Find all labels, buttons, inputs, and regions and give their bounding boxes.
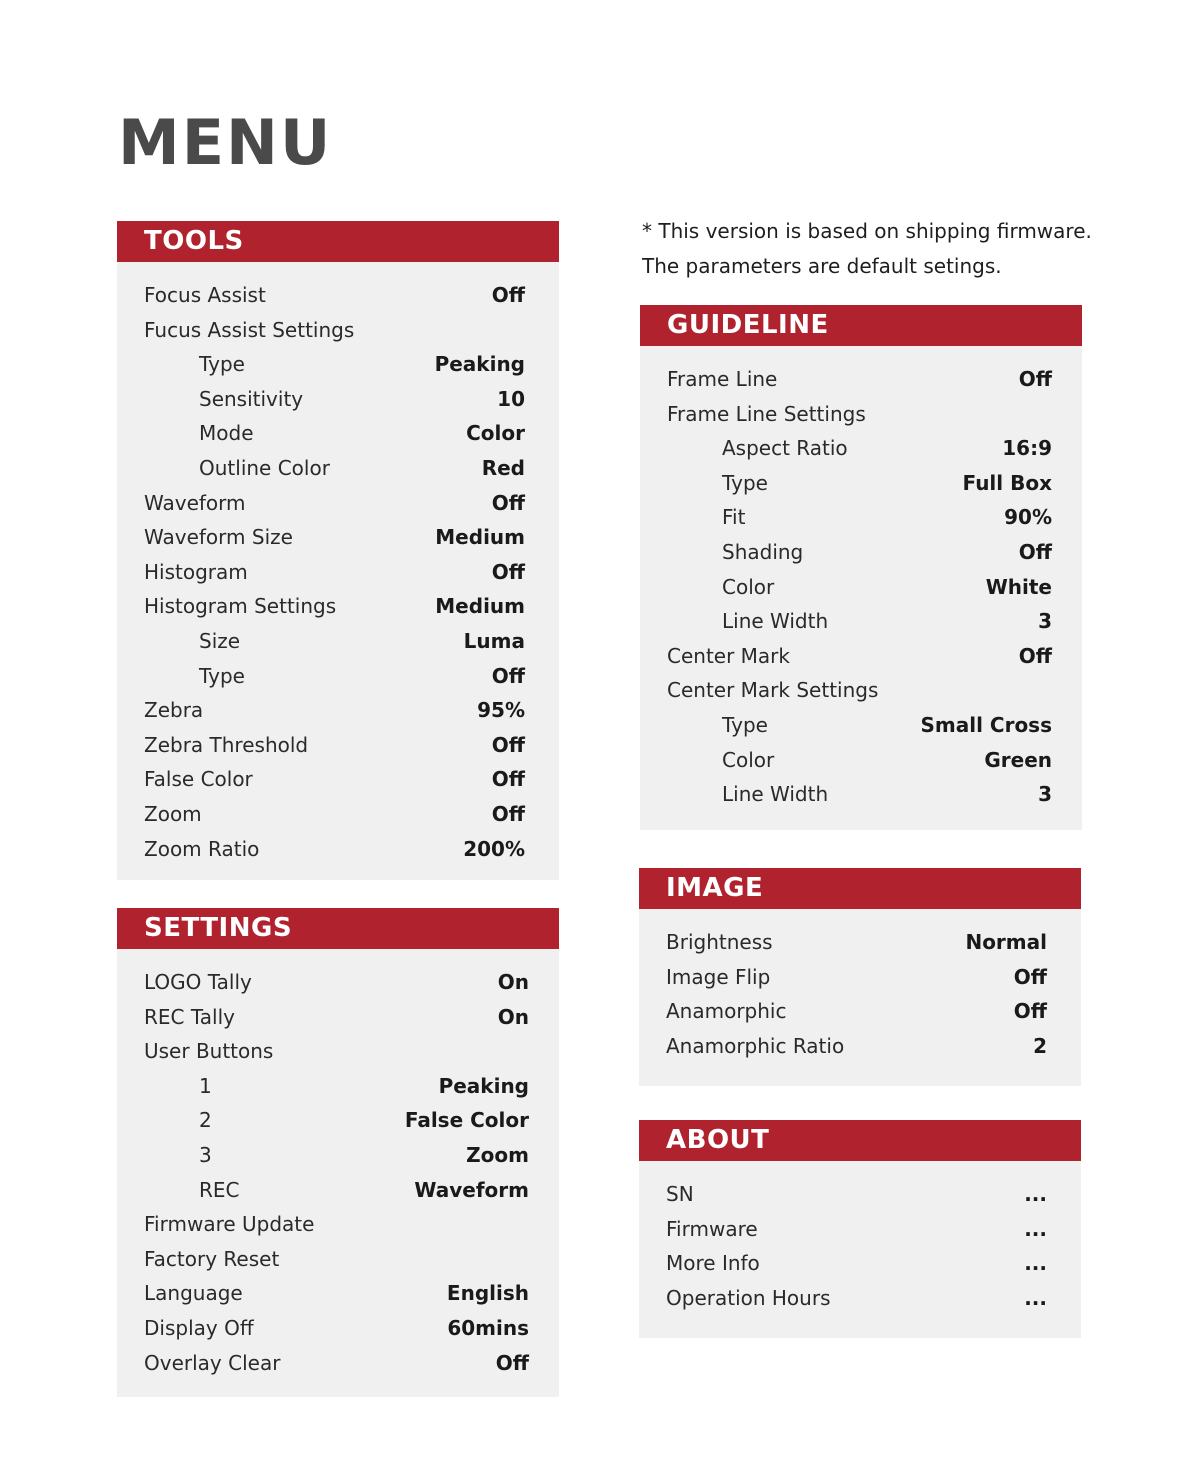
tools-menu-row	[117, 313, 559, 348]
menu-item-label: Line Width	[722, 782, 829, 807]
about-menu-row	[639, 1177, 1081, 1212]
firmware-note-line-1: * This version is based on shipping firmware.	[642, 219, 1092, 243]
menu-item-value: Off	[1018, 643, 1052, 668]
about-menu-row	[639, 1212, 1081, 1247]
guideline-header: GUIDELINE	[640, 305, 1082, 346]
settings-menu-row	[117, 1034, 559, 1069]
menu-item-label: Zoom	[144, 801, 202, 826]
menu-item-label: Image Flip	[666, 964, 771, 989]
guideline-menu-row	[640, 362, 1082, 397]
menu-item-label: 1	[199, 1073, 212, 1098]
menu-item-value: Off	[495, 1350, 529, 1375]
menu-item-value: Off	[1013, 999, 1047, 1024]
menu-item-value: Medium	[435, 594, 525, 619]
tools-menu-row	[117, 832, 559, 867]
menu-item-label: Aspect Ratio	[722, 436, 848, 461]
tools-menu-row	[117, 659, 559, 694]
guideline-menu-row	[640, 535, 1082, 570]
firmware-note-line-2: The parameters are default setings.	[642, 253, 1002, 278]
menu-item-label: Zebra Threshold	[144, 732, 309, 757]
settings-menu-row	[117, 965, 559, 1000]
menu-item-label: Overlay Clear	[144, 1350, 281, 1375]
firmware-note	[642, 214, 1102, 283]
image-list	[639, 909, 1081, 1063]
menu-item-value: Color	[466, 421, 525, 446]
guideline-panel	[640, 305, 1082, 830]
menu-item-value: 60mins	[447, 1315, 529, 1340]
menu-item-value: Off	[491, 663, 525, 688]
about-list	[639, 1161, 1081, 1315]
guideline-menu-row	[640, 673, 1082, 708]
menu-item-value: False Color	[404, 1108, 529, 1133]
tools-menu-row	[117, 347, 559, 382]
menu-item-value: Off	[491, 801, 525, 826]
menu-item-value: Off	[1013, 964, 1047, 989]
menu-item-value: Off	[1018, 539, 1052, 564]
menu-item-label: False Color	[144, 767, 253, 792]
menu-item-label: User Buttons	[144, 1039, 274, 1064]
guideline-menu-row	[640, 397, 1082, 432]
tools-menu-row	[117, 728, 559, 763]
menu-item-value: 3	[1038, 609, 1052, 634]
settings-menu-row	[117, 1103, 559, 1138]
menu-item-label: Anamorphic Ratio	[666, 1033, 845, 1058]
menu-item-value: 2	[1033, 1033, 1047, 1058]
menu-item-value: ...	[1024, 1182, 1047, 1206]
menu-item-value: 16:9	[1002, 436, 1052, 461]
menu-item-value: 90%	[1004, 505, 1052, 530]
tools-panel	[117, 221, 559, 880]
menu-item-label: Brightness	[666, 930, 773, 954]
menu-item-label: LOGO Tally	[144, 970, 252, 994]
guideline-menu-row	[640, 604, 1082, 639]
menu-item-label: Frame Line	[667, 367, 778, 391]
tools-menu-row	[117, 624, 559, 659]
menu-item-value: On	[497, 1004, 529, 1029]
menu-item-value: Small Cross	[920, 712, 1052, 737]
menu-item-value: Off	[491, 490, 525, 515]
menu-item-label: Color	[722, 574, 775, 599]
guideline-list	[640, 346, 1082, 812]
menu-item-label: Firmware	[666, 1216, 758, 1241]
menu-item-value: 3	[1038, 782, 1052, 807]
menu-item-value: Peaking	[434, 352, 525, 377]
menu-item-value: ...	[1024, 1251, 1047, 1276]
tools-menu-row	[117, 797, 559, 832]
tools-menu-row	[117, 278, 559, 313]
menu-item-value: 95%	[477, 698, 525, 723]
image-panel	[639, 868, 1081, 1086]
tools-menu-row	[117, 520, 559, 555]
settings-menu-row	[117, 1311, 559, 1346]
settings-panel	[117, 908, 559, 1397]
menu-item-label: 2	[199, 1108, 212, 1133]
menu-item-label: REC Tally	[144, 1004, 235, 1029]
menu-item-label: Shading	[722, 539, 804, 564]
tools-menu-row	[117, 693, 559, 728]
menu-item-label: Fucus Assist Settings	[144, 317, 355, 342]
menu-item-label: Focus Assist	[144, 283, 266, 307]
menu-item-label: Frame Line Settings	[667, 401, 866, 426]
menu-item-label: Language	[144, 1281, 243, 1306]
menu-item-label: Display Off	[144, 1315, 254, 1340]
menu-item-value: Off	[491, 732, 525, 757]
guideline-menu-row	[640, 570, 1082, 605]
menu-item-label: Operation Hours	[666, 1285, 831, 1310]
menu-item-label: Center Mark Settings	[667, 678, 879, 703]
menu-item-label: REC	[199, 1177, 240, 1202]
guideline-menu-row	[640, 708, 1082, 743]
menu-item-label: SN	[666, 1182, 694, 1206]
menu-item-label: Color	[722, 747, 775, 772]
image-menu-row	[639, 960, 1081, 995]
menu-item-value: Off	[491, 559, 525, 584]
menu-item-label: Histogram Settings	[144, 594, 337, 619]
menu-item-label: Sensitivity	[199, 386, 304, 411]
guideline-menu-row	[640, 431, 1082, 466]
settings-menu-row	[117, 1000, 559, 1035]
tools-menu-row	[117, 451, 559, 486]
menu-item-value: Medium	[435, 525, 525, 550]
menu-item-label: Fit	[722, 505, 746, 530]
settings-menu-row	[117, 1276, 559, 1311]
menu-item-value: Off	[1018, 367, 1052, 391]
about-panel	[639, 1120, 1081, 1338]
menu-item-label: Size	[199, 628, 241, 653]
menu-item-value: ...	[1024, 1285, 1047, 1310]
settings-menu-row	[117, 1242, 559, 1277]
menu-item-label: Type	[199, 352, 245, 377]
guideline-menu-row	[640, 777, 1082, 812]
menu-item-value: Red	[481, 455, 525, 480]
menu-item-value: On	[497, 970, 529, 994]
menu-item-label: Type	[722, 712, 768, 737]
menu-item-label: Waveform	[144, 490, 246, 515]
menu-item-label: Waveform Size	[144, 525, 293, 550]
image-header: IMAGE	[639, 868, 1081, 909]
guideline-menu-row	[640, 639, 1082, 674]
menu-item-value: Luma	[463, 628, 525, 653]
settings-menu-row	[117, 1069, 559, 1104]
menu-item-value: English	[446, 1281, 529, 1306]
image-menu-row	[639, 925, 1081, 960]
settings-menu-row	[117, 1207, 559, 1242]
image-menu-row	[639, 994, 1081, 1029]
menu-item-value: Off	[491, 283, 525, 307]
tools-header: TOOLS	[117, 221, 559, 262]
menu-item-label: Firmware Update	[144, 1212, 315, 1237]
tools-menu-row	[117, 555, 559, 590]
tools-menu-row	[117, 416, 559, 451]
about-menu-row	[639, 1246, 1081, 1281]
menu-item-label: 3	[199, 1142, 212, 1167]
menu-item-label: Anamorphic	[666, 999, 787, 1024]
menu-item-label: Type	[199, 663, 245, 688]
menu-item-label: More Info	[666, 1251, 760, 1276]
menu-item-label: Line Width	[722, 609, 829, 634]
menu-item-value: Peaking	[438, 1073, 529, 1098]
guideline-menu-row	[640, 466, 1082, 501]
menu-item-label: Zebra	[144, 698, 204, 723]
menu-item-value: Green	[984, 747, 1052, 772]
menu-item-label: Zoom Ratio	[144, 836, 260, 861]
settings-header: SETTINGS	[117, 908, 559, 949]
tools-list	[117, 262, 559, 866]
menu-item-value: Full Box	[962, 470, 1052, 495]
settings-menu-row	[117, 1346, 559, 1381]
guideline-menu-row	[640, 500, 1082, 535]
menu-item-value: Waveform	[414, 1177, 529, 1202]
menu-item-value: 10	[497, 386, 525, 411]
menu-item-value: ...	[1024, 1216, 1047, 1241]
menu-item-value: 200%	[463, 836, 525, 861]
menu-item-label: Histogram	[144, 559, 248, 584]
about-menu-row	[639, 1281, 1081, 1316]
menu-item-value: Off	[491, 767, 525, 792]
menu-item-label: Outline Color	[199, 455, 330, 480]
tools-menu-row	[117, 486, 559, 521]
settings-list	[117, 949, 559, 1380]
tools-menu-row	[117, 762, 559, 797]
menu-item-label: Center Mark	[667, 643, 790, 668]
image-menu-row	[639, 1029, 1081, 1064]
menu-item-value: Normal	[965, 930, 1047, 954]
tools-menu-row	[117, 589, 559, 624]
settings-menu-row	[117, 1173, 559, 1208]
menu-item-value: Zoom	[466, 1142, 529, 1167]
page-title: MENU	[118, 106, 333, 179]
tools-menu-row	[117, 382, 559, 417]
guideline-menu-row	[640, 743, 1082, 778]
about-header: ABOUT	[639, 1120, 1081, 1161]
menu-item-label: Factory Reset	[144, 1246, 280, 1271]
settings-menu-row	[117, 1138, 559, 1173]
menu-item-label: Mode	[199, 421, 254, 446]
menu-item-value: White	[985, 574, 1052, 599]
menu-item-label: Type	[722, 470, 768, 495]
